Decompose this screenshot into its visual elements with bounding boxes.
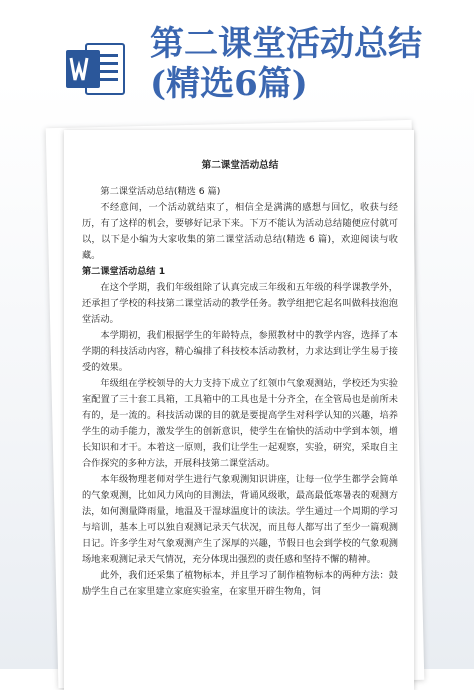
paragraph: 此外，我们还采集了植物标本，并且学习了制作植物标本的两种方法：鼓励学生自己在家里建立家庭实验室，在家里开辟生物角，饲	[82, 570, 398, 597]
paragraph: 年级组在学校领导的大力支持下成立了红领巾气象观测站，学校还为实验室配置了三十套工具箱，工具箱中的工具也是十分齐全，在全管局也是前所未有的，是一流的。科技活动课的目的就是要提高学生对科学认知的兴趣，培养学生的动手能力，激发学生的创新意识，使学生在愉快的活动中学到本领，增长知识和才干。本着这一原则，我们让学生一起观察，实验，研究，采取自主合作探究的多种方法，开展科技第二课堂活动。	[82, 378, 398, 469]
document-body	[82, 158, 398, 600]
paragraph: 本年级物理老师对学生进行气象观测知识讲座，让每一位学生都学会简单的气象观测，比如风力风向的目测法，背诵风级歌，最高最低寒暑表的观测方法，如何测量降雨量，地温及干湿球温度计的读法。学生通过一个周期的学习与培训，基本上可以独自观测记录天气状况，而且每人都写出了至少一篇观测日记。许多学生对气象观测产生了深厚的兴趣，节假日也会到学校的气象观测场地来观测记录天气情况，充分体现出强烈的责任感和坚持不懈的精神。	[82, 474, 398, 565]
word-document-icon	[64, 40, 128, 98]
paragraph: 在这个学期，我们年级组除了认真完成三年级和五年级的科学课教学外，还承担了学校的科技第二课堂活动的教学任务。教学组把它起名叫做科技泡泡堂活动。	[82, 282, 398, 325]
paragraph-intro: 不经意间，一个活动就结束了，相信全是满满的感想与回忆，收获与经历，有了这样的机会，要够好记录下来。下万不能认为活动总结随便应付就可以，以下是小编为大家收集的第二课堂活动总结(精选 6 篇)，欢迎阅读与收藏。	[82, 202, 398, 261]
paragraph: 本学期初，我们根据学生的年龄特点，参照教材中的教学内容，选择了本学期的科技活动内容，精心编排了科技校本活动教材，力求达到让学生易于接受的效果。	[82, 330, 398, 373]
document-page	[64, 130, 414, 690]
document-title: 第二课堂活动总结	[201, 160, 279, 171]
section-heading: 第二课堂活动总结 1	[82, 266, 166, 277]
document-subtitle: 第二课堂活动总结(精选 6 篇)	[100, 186, 221, 197]
cover-title: 第二课堂活动总结(精选6篇)	[150, 24, 422, 104]
cover-header	[0, 0, 474, 120]
